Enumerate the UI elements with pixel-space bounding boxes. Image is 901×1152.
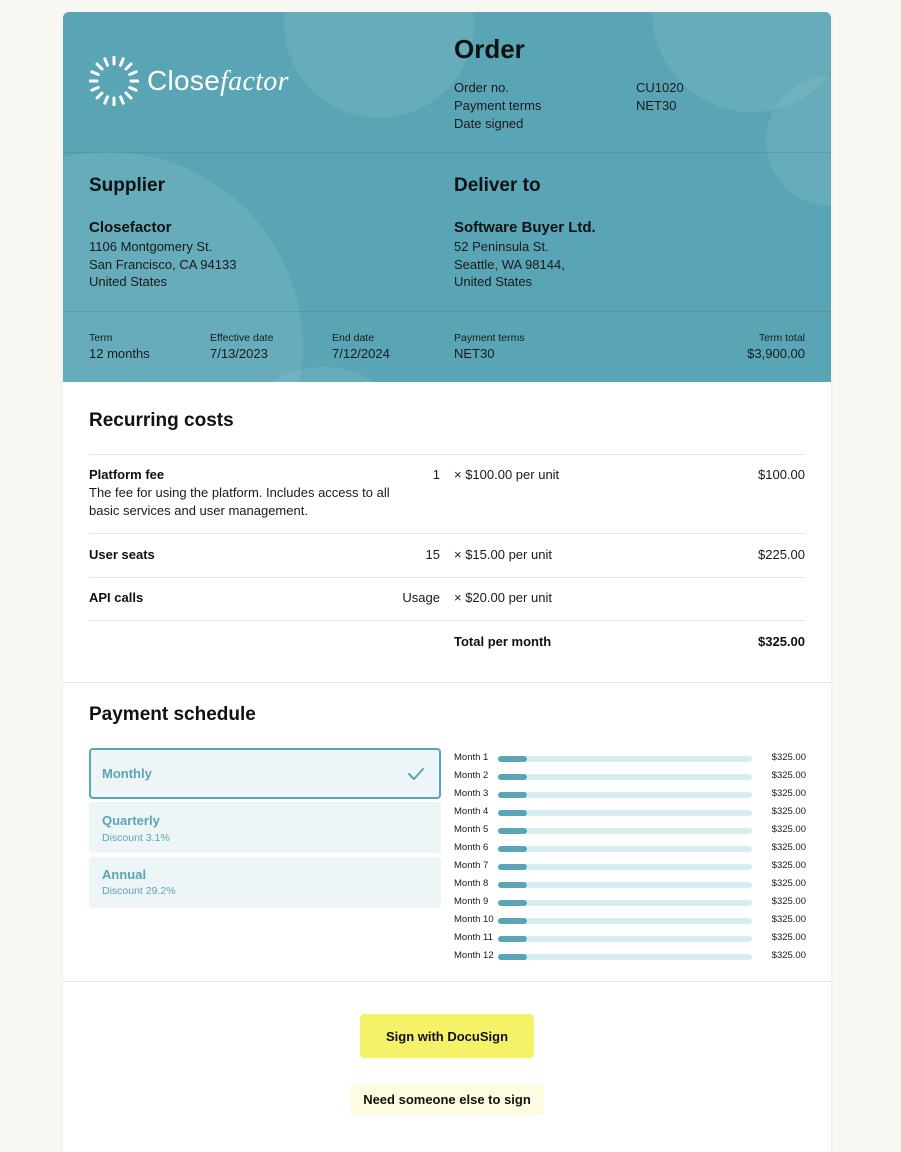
term-value: 12 months bbox=[89, 346, 150, 361]
schedule-bar-track bbox=[498, 756, 752, 762]
recurring-costs-title: Recurring costs bbox=[89, 410, 234, 431]
schedule-month-label: Month 5 bbox=[454, 824, 489, 835]
item-amount: $225.00 bbox=[758, 547, 805, 562]
schedule-bar-fill bbox=[498, 774, 527, 780]
deliver-to-address-line: Seattle, WA 98144, bbox=[454, 257, 565, 272]
schedule-row bbox=[454, 858, 806, 876]
header-divider bbox=[63, 311, 831, 312]
schedule-amount: $325.00 bbox=[771, 896, 806, 907]
section-divider bbox=[63, 981, 831, 982]
supplier-address-line: 1106 Montgomery St. bbox=[89, 239, 213, 254]
payment-terms-label: Payment terms bbox=[454, 98, 542, 113]
date-signed-label: Date signed bbox=[454, 116, 524, 131]
checkmark-icon bbox=[407, 766, 425, 782]
schedule-month-label: Month 12 bbox=[454, 950, 494, 961]
schedule-amount: $325.00 bbox=[771, 860, 806, 871]
schedule-bar-track bbox=[498, 864, 752, 870]
item-rate: × $20.00 per unit bbox=[454, 590, 552, 605]
schedule-row bbox=[454, 822, 806, 840]
order-header bbox=[63, 12, 831, 382]
schedule-option-quarterly[interactable] bbox=[89, 802, 441, 853]
payment-terms-value: NET30 bbox=[636, 98, 677, 113]
schedule-bar-track bbox=[498, 900, 752, 906]
schedule-amount: $325.00 bbox=[771, 914, 806, 925]
schedule-row bbox=[454, 930, 806, 948]
supplier-heading: Supplier bbox=[89, 175, 166, 196]
schedule-row bbox=[454, 840, 806, 858]
item-name: User seats bbox=[89, 547, 155, 562]
schedule-row bbox=[454, 876, 806, 894]
option-discount: Discount 29.2% bbox=[102, 885, 176, 897]
item-name: API calls bbox=[89, 590, 144, 605]
schedule-amount: $325.00 bbox=[771, 878, 806, 889]
supplier-name: Closefactor bbox=[89, 219, 172, 236]
schedule-bar-track bbox=[498, 882, 752, 888]
schedule-bar-fill bbox=[498, 954, 527, 960]
schedule-month-label: Month 10 bbox=[454, 914, 494, 925]
term-payment-label: Payment terms bbox=[454, 332, 525, 344]
item-amount: $100.00 bbox=[758, 467, 805, 482]
schedule-bar-fill bbox=[498, 846, 527, 852]
item-quantity: 15 bbox=[425, 547, 440, 562]
item-rate: × $15.00 per unit bbox=[454, 547, 552, 562]
term-total-label: Term total bbox=[758, 332, 805, 344]
item-rate: × $100.00 per unit bbox=[454, 467, 560, 482]
need-someone-else-to-sign-button[interactable]: Need someone else to sign bbox=[350, 1084, 544, 1115]
term-total-value: $3,900.00 bbox=[747, 346, 805, 361]
payment-schedule-title: Payment schedule bbox=[89, 704, 256, 725]
table-divider bbox=[89, 577, 805, 578]
schedule-row bbox=[454, 750, 806, 768]
table-divider bbox=[89, 454, 805, 455]
term-payment-value: NET30 bbox=[454, 346, 495, 361]
schedule-month-label: Month 3 bbox=[454, 788, 489, 799]
deliver-to-address-line: 52 Peninsula St. bbox=[454, 239, 549, 254]
order-number-value: CU1020 bbox=[636, 80, 684, 95]
effective-date-label: Effective date bbox=[210, 332, 274, 344]
schedule-amount: $325.00 bbox=[771, 842, 806, 853]
schedule-row bbox=[454, 912, 806, 930]
schedule-bar-fill bbox=[498, 918, 527, 924]
schedule-month-label: Month 4 bbox=[454, 806, 489, 817]
option-label: Quarterly bbox=[102, 813, 160, 828]
option-discount: Discount 3.1% bbox=[102, 832, 170, 844]
schedule-bar-track bbox=[498, 954, 752, 960]
schedule-row bbox=[454, 894, 806, 912]
schedule-bar-track bbox=[498, 810, 752, 816]
schedule-bar-fill bbox=[498, 900, 527, 906]
schedule-amount: $325.00 bbox=[771, 950, 806, 961]
end-date-label: End date bbox=[332, 332, 375, 344]
schedule-amount: $325.00 bbox=[771, 752, 806, 763]
schedule-bar-track bbox=[498, 828, 752, 834]
schedule-month-label: Month 1 bbox=[454, 752, 489, 763]
supplier-address-line: United States bbox=[89, 274, 168, 289]
schedule-option-annual[interactable] bbox=[89, 857, 441, 908]
schedule-month-label: Month 7 bbox=[454, 860, 489, 871]
schedule-amount: $325.00 bbox=[771, 824, 806, 835]
schedule-bar-track bbox=[498, 918, 752, 924]
schedule-month-label: Month 11 bbox=[454, 932, 493, 943]
deliver-to-heading: Deliver to bbox=[454, 175, 541, 196]
schedule-bar-fill bbox=[498, 792, 527, 798]
payment-schedule-list bbox=[454, 750, 806, 966]
schedule-amount: $325.00 bbox=[771, 932, 806, 943]
schedule-bar-track bbox=[498, 936, 752, 942]
schedule-bar-track bbox=[498, 792, 752, 798]
schedule-amount: $325.00 bbox=[771, 788, 806, 799]
option-label: Monthly bbox=[102, 766, 152, 781]
option-label: Annual bbox=[102, 867, 147, 882]
logo-wordmark: Closefactor bbox=[147, 64, 289, 97]
schedule-bar-fill bbox=[498, 864, 527, 870]
schedule-month-label: Month 2 bbox=[454, 770, 489, 781]
schedule-bar-fill bbox=[498, 810, 527, 816]
schedule-amount: $325.00 bbox=[771, 806, 806, 817]
schedule-month-label: Month 6 bbox=[454, 842, 489, 853]
item-quantity: Usage bbox=[402, 590, 440, 605]
schedule-bar-fill bbox=[498, 756, 527, 762]
deliver-to-address-line: United States bbox=[454, 274, 533, 289]
closefactor-logo bbox=[89, 56, 289, 106]
schedule-bar-fill bbox=[498, 936, 527, 942]
total-per-month-label: Total per month bbox=[454, 634, 552, 649]
term-label: Term bbox=[89, 332, 113, 344]
order-card bbox=[63, 12, 831, 1152]
effective-date-value: 7/13/2023 bbox=[210, 346, 268, 361]
schedule-bar-fill bbox=[498, 882, 527, 888]
schedule-row bbox=[454, 948, 806, 966]
schedule-month-label: Month 8 bbox=[454, 878, 489, 889]
schedule-bar-track bbox=[498, 846, 752, 852]
table-divider bbox=[89, 620, 805, 621]
schedule-option-monthly[interactable] bbox=[89, 748, 441, 799]
header-divider bbox=[63, 152, 831, 153]
supplier-address-line: San Francisco, CA 94133 bbox=[89, 257, 237, 272]
end-date-value: 7/12/2024 bbox=[332, 346, 390, 361]
sunburst-icon bbox=[89, 56, 139, 106]
schedule-bar-fill bbox=[498, 828, 527, 834]
decor-circle bbox=[284, 12, 474, 118]
total-per-month-value: $325.00 bbox=[758, 634, 805, 649]
schedule-row bbox=[454, 786, 806, 804]
order-number-label: Order no. bbox=[454, 80, 509, 95]
order-title: Order bbox=[454, 34, 525, 64]
schedule-amount: $325.00 bbox=[771, 770, 806, 781]
deliver-to-name: Software Buyer Ltd. bbox=[454, 219, 596, 236]
sign-with-docusign-button[interactable]: Sign with DocuSign bbox=[360, 1014, 534, 1058]
table-divider bbox=[89, 533, 805, 534]
item-quantity: 1 bbox=[432, 467, 440, 482]
schedule-row bbox=[454, 804, 806, 822]
schedule-row bbox=[454, 768, 806, 786]
schedule-bar-track bbox=[498, 774, 752, 780]
schedule-month-label: Month 9 bbox=[454, 896, 489, 907]
item-description: The fee for using the platform. Includes access to all basic services and user management. bbox=[89, 485, 390, 518]
section-divider bbox=[63, 682, 831, 683]
item-name: Platform fee bbox=[89, 467, 165, 482]
